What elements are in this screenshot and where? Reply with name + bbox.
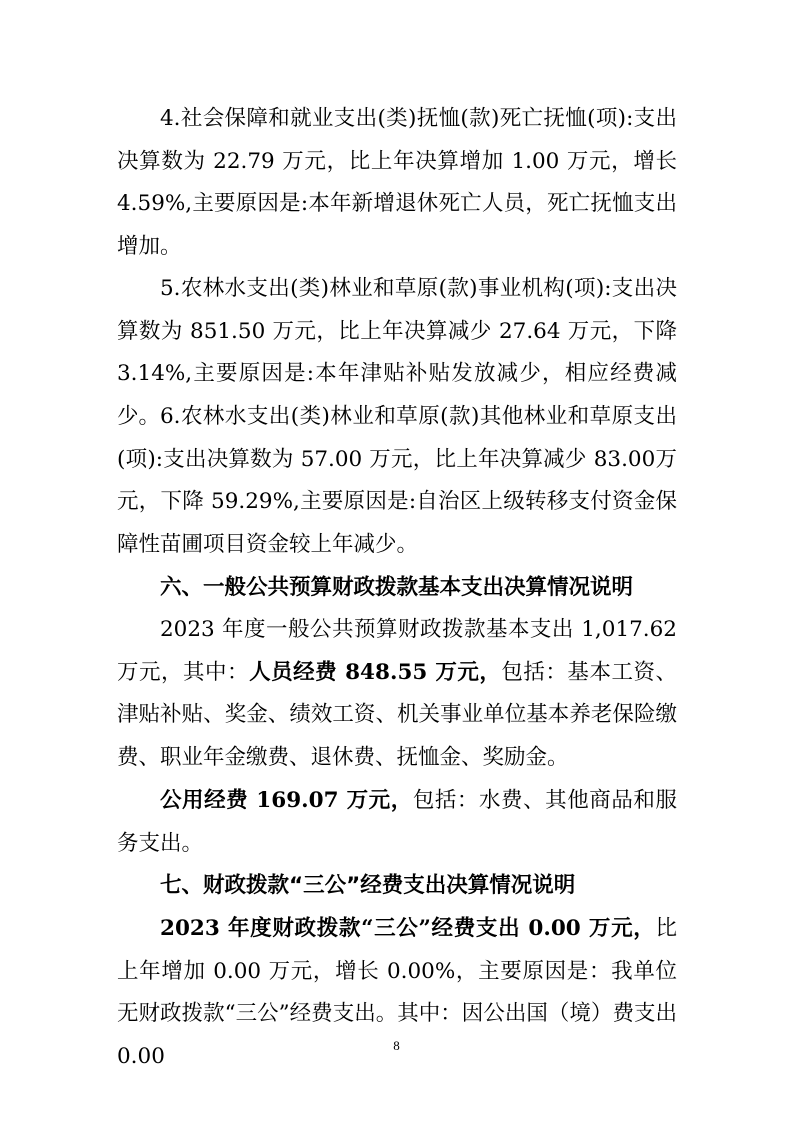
section-heading-6: 六、一般公共预算财政拨款基本支出决算情况说明: [160, 575, 634, 600]
paragraph-forestry-institutions: 5.农林水支出(类)林业和草原(款)事业机构(项):支出决算数为 851.50 万元，比上年决算减少 27.64 万元，下降3.14%,主要原因是:本年津贴补贴发放减少，相应经费减少。: [117, 276, 677, 430]
paragraph-public-expenses: [117, 780, 677, 865]
paragraph-basic-expenditure: [117, 609, 677, 780]
paragraph-other-forestry: 6.农林水支出(类)林业和草原(款)其他林业和草原支出(项):支出决算数为 57.00 万元，比上年决算减少 83.00万元，下降 59.29%,主要原因是:自治区上级转移支付资金保障性苗圃项目资金较上年减少。: [117, 404, 677, 558]
public-expenses-bold: 公用经费 169.07 万元，: [160, 788, 413, 813]
three-public-bold: 2023 年度财政拨款“三公”经费支出 0.00 万元，: [160, 916, 656, 941]
public-expenses-detail: 包括：水费、其他商品和服务支出。: [117, 788, 677, 856]
personnel-expenses-detail: 包括：基本工资、津贴补贴、奖金、绩效工资、机关事业单位基本养老保险缴费、职业年金缴费、退休费、抚恤金、奖励金。: [117, 659, 677, 771]
three-public-detail: 比上年增加 0.00 万元，增长 0.00%，主要原因是：我单位无财政拨款“三公”经费支出。其中：因公出国（境）费支出 0.00: [117, 916, 677, 1070]
paragraph-death-pension: 4.社会保障和就业支出(类)抚恤(款)死亡抚恤(项):支出决算数为 22.79 万元，比上年决算增加 1.00 万元，增长4.59%,主要原因是:本年新增退休死亡人员，死亡抚恤支出增加。: [117, 106, 677, 260]
section-heading-7: 七、财政拨款“三公”经费支出决算情况说明: [160, 873, 576, 898]
page-number: 8: [393, 1038, 400, 1053]
basic-expenditure-intro: 2023 年度一般公共预算财政拨款基本支出 1,017.62 万元，其中：: [117, 617, 677, 685]
personnel-expenses-bold: 人员经费 848.55 万元，: [249, 659, 502, 685]
